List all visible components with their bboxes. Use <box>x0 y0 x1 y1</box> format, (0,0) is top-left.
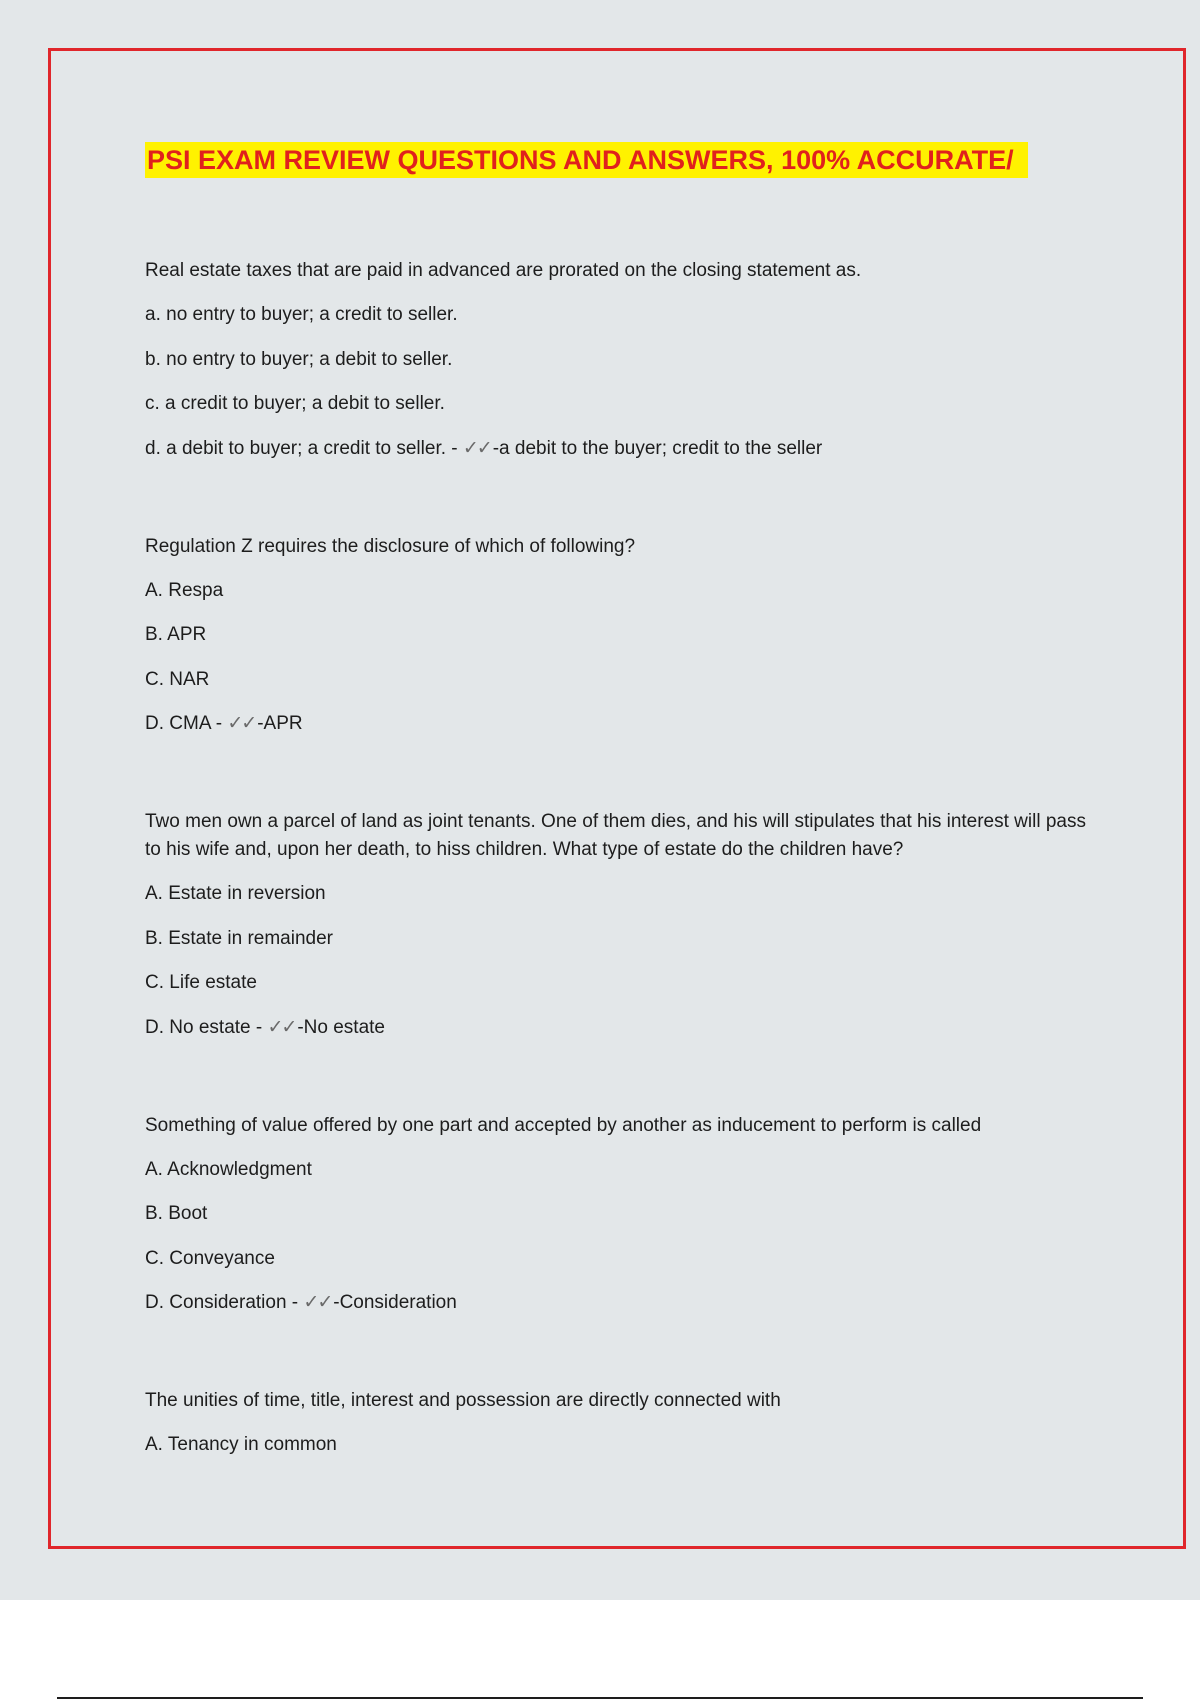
answer-text: -a debit to the buyer; credit to the seller <box>492 437 823 459</box>
option-a: A. Respa <box>145 579 224 601</box>
option-d <box>145 1014 1095 1042</box>
option-d <box>145 1289 1095 1317</box>
answer-text: -No estate <box>297 1016 385 1038</box>
option-c: C. Life estate <box>145 972 257 993</box>
option-d-text: D. Consideration - <box>145 1292 299 1313</box>
option-c: c. a credit to buyer; a debit to seller. <box>145 393 445 414</box>
option-a: A. Tenancy in common <box>145 1434 337 1455</box>
answer-text: -APR <box>257 713 303 734</box>
question-stem: The unities of time, title, interest and possession are directly connected with <box>145 1390 781 1411</box>
question-stem: Regulation Z requires the disclosure of which of following? <box>145 535 636 557</box>
answer-text: -Consideration <box>333 1292 457 1313</box>
option-d <box>145 435 1095 463</box>
option-d <box>145 710 1095 738</box>
document-content <box>145 142 1095 1529</box>
double-check-icon: ✓✓ <box>227 713 256 734</box>
question-stem: Two men own a parcel of land as joint tenants. One of them dies, and his will stipulates that his interest will pass to his wife and, upon her death, to hiss children. What type of estate do the children have? <box>145 811 1086 860</box>
option-b: b. no entry to buyer; a debit to seller. <box>145 348 453 370</box>
footer-rule <box>57 1697 1143 1699</box>
question-stem: Something of value offered by one part and accepted by another as inducement to perform is called <box>145 1114 982 1136</box>
option-d-text: D. CMA - <box>145 713 223 734</box>
option-b: B. APR <box>145 624 207 645</box>
option-b: B. Boot <box>145 1203 208 1224</box>
double-check-icon: ✓✓ <box>462 437 491 459</box>
question-1 <box>145 257 1095 463</box>
option-a: a. no entry to buyer; a credit to seller. <box>145 304 458 325</box>
document-title: PSI EXAM REVIEW QUESTIONS AND ANSWERS, 100% ACCURATE/ <box>145 142 1028 178</box>
option-b: B. Estate in remainder <box>145 927 333 949</box>
option-d-text: d. a debit to buyer; a credit to seller. - <box>145 437 458 459</box>
option-a: A. Estate in reversion <box>145 883 326 904</box>
double-check-icon: ✓✓ <box>267 1016 296 1038</box>
question-3 <box>145 808 1095 1042</box>
question-4 <box>145 1112 1095 1318</box>
question-2 <box>145 533 1095 739</box>
option-c: C. NAR <box>145 668 210 690</box>
option-a: A. Acknowledgment <box>145 1158 312 1180</box>
option-d-text: D. No estate - <box>145 1016 263 1038</box>
question-5 <box>145 1387 1095 1459</box>
double-check-icon: ✓✓ <box>303 1292 332 1313</box>
question-stem: Real estate taxes that are paid in advanced are prorated on the closing statement as. <box>145 260 862 281</box>
option-c: C. Conveyance <box>145 1247 275 1269</box>
